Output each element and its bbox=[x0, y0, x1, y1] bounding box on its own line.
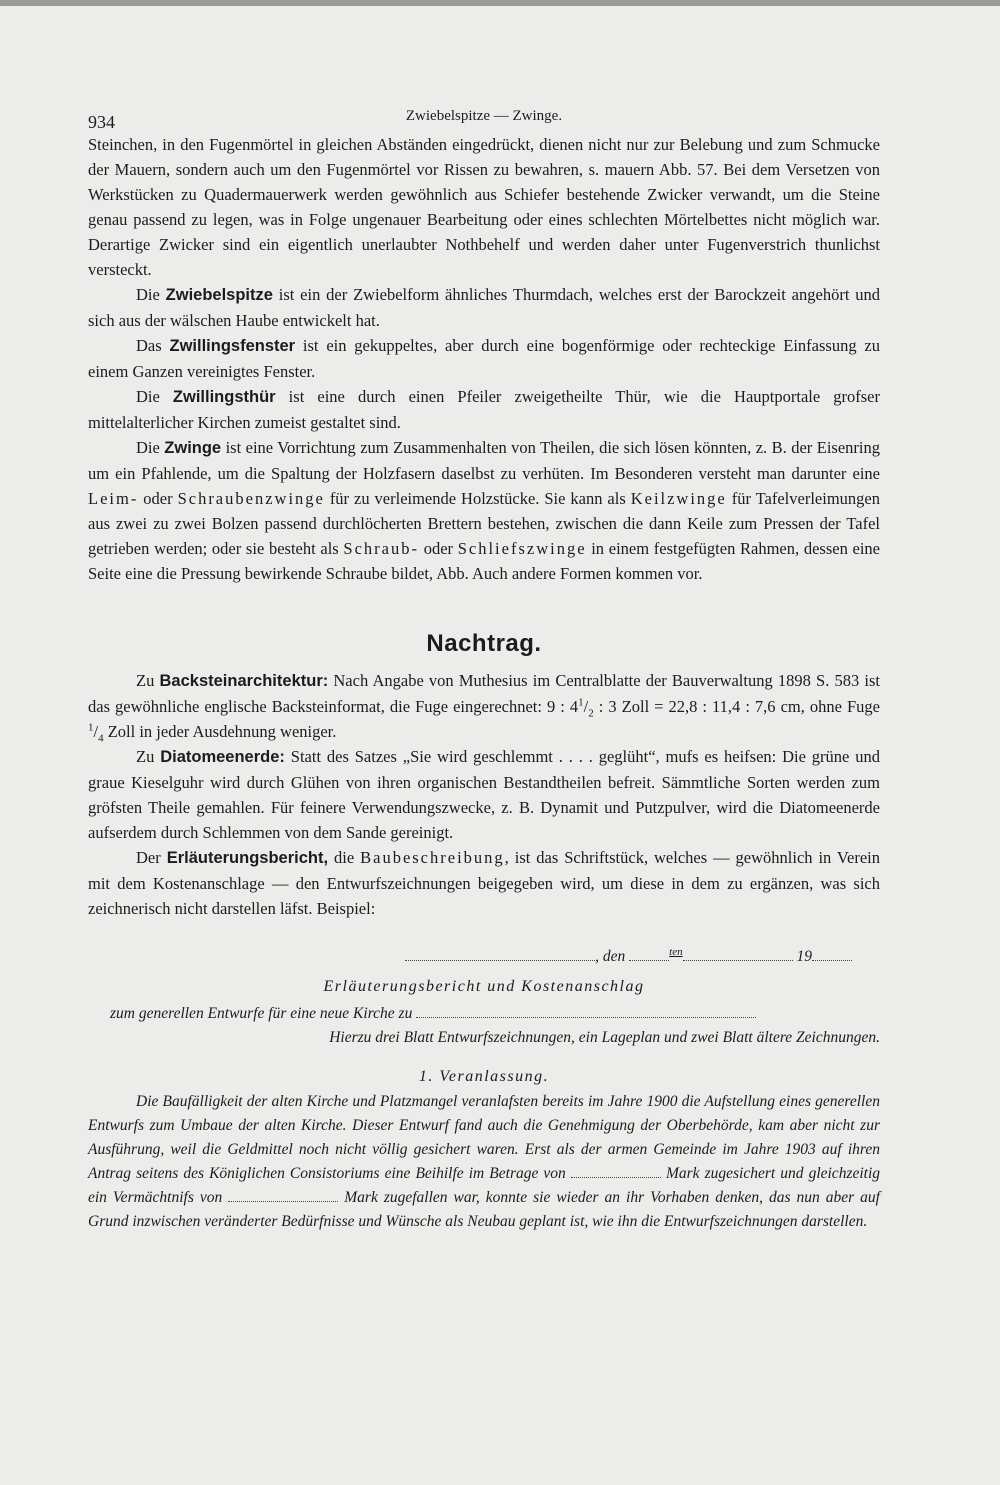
subsection-paragraph bbox=[88, 1090, 880, 1234]
entry-text: oder bbox=[419, 539, 458, 558]
blank-location bbox=[416, 1003, 756, 1018]
fraction-numerator: 1 bbox=[88, 721, 94, 734]
entry-text: in einem festgefügten Rahmen, dessen eine Seite eine die Pressung bewirkende Schraube bildet, Abb. Auch andere Formen kommen vor. bbox=[88, 539, 880, 583]
blank-month bbox=[683, 946, 793, 961]
entry-text: ist ein gekuppeltes, aber durch eine bogenförmige oder rechteckige Einfassung zu einem Ganzen vereinigtes Fenster. bbox=[88, 336, 880, 381]
addendum-diatomeenerde bbox=[88, 744, 880, 845]
entry-prefix: Die bbox=[136, 285, 166, 304]
entry-prefix: Das bbox=[136, 336, 170, 355]
entry-text: Zoll in jeder Ausdehnung weniger. bbox=[103, 722, 337, 741]
entry-text: ist ein der Zwiebelform ähnliches Thurmdach, welches erst der Barockzeit angehört und sich aus der wälschen Haube entwickelt hat. bbox=[88, 285, 880, 330]
addendum-erlaeuterungsbericht bbox=[88, 845, 880, 921]
entry-prefix: Der bbox=[136, 848, 167, 867]
subsection-text: Mark zugesichert und gleichzeitig ein Vermächtnifs von bbox=[88, 1165, 881, 1206]
entry-text: die bbox=[328, 848, 361, 867]
entry-zwiebelspitze bbox=[88, 282, 880, 333]
spaced-term: Leim- bbox=[88, 489, 139, 508]
form-date-line bbox=[88, 937, 880, 972]
page-number: 934 bbox=[88, 112, 115, 132]
form-year: 19 bbox=[796, 948, 812, 965]
spaced-term: Schraub- bbox=[343, 539, 419, 558]
section-title: Nachtrag. bbox=[426, 630, 542, 657]
entry-term: Backsteinarchitektur: bbox=[159, 672, 329, 690]
entry-text: für Tafelverleimungen aus zwei zu zwei Bolzen passend durchlöcherten Brettern bestehen, zwischen die dann Keile zum Pressen der Tafel getrieben werden; oder sie besteht als bbox=[88, 489, 880, 558]
blank-amount-2 bbox=[228, 1187, 338, 1202]
entry-term: Diatomeenerde: bbox=[160, 748, 285, 766]
form-line-1-text: zum generellen Entwurfe für eine neue Kirche zu bbox=[110, 1005, 413, 1022]
entry-prefix: Die bbox=[136, 387, 173, 406]
entry-text: , ist das Schriftstück, welches — gewöhnlich in Verein mit dem Kostenanschlage — den Entwurfszeichnungen beigegeben wird, um diese in dem zu ergänzen, was sich zeichnerisch nicht darstellen läfst. Beispiel: bbox=[88, 848, 880, 918]
fraction-denominator: 4 bbox=[98, 732, 104, 745]
entry-zwillingsthuer bbox=[88, 384, 880, 435]
spaced-term: Schraubenzwinge bbox=[177, 489, 325, 508]
entry-term: Zwiebelspitze bbox=[165, 286, 273, 304]
form-ten: ten bbox=[669, 946, 683, 958]
entry-term: Zwillingsthür bbox=[172, 388, 276, 406]
subsection-text: Mark zugefallen war, konnte sie wieder an ihr Vorhaben denken, das nun aber auf Grund inzwischen veränderter Bedürfnisse und Wünsche als Neubau geplant ist, wie ihn die Entwurfszeichnungen darstellen. bbox=[88, 1189, 880, 1230]
entry-text: ist eine Vorrichtung zum Zusammenhalten von Theilen, die sich lösen könnten, z. B. der Eisenring um ein Pfahlende, um die Spaltung der Holzfasern daselbst zu verhüten. Im Besonderen versteht man darunter eine bbox=[88, 438, 880, 483]
page-header bbox=[88, 100, 880, 132]
book-page bbox=[88, 100, 880, 1234]
entry-text: : 3 Zoll = 22,8 : 11,4 : 7,6 cm, ohne Fuge bbox=[593, 697, 880, 716]
entry-term: Erläuterungsbericht, bbox=[166, 849, 329, 867]
fraction-numerator: 1 bbox=[578, 696, 584, 709]
blank-amount-1 bbox=[571, 1163, 661, 1178]
subsection-text: Die Baufälligkeit der alten Kirche und Platzmangel veranlafsten bereits im Jahre 1900 die Aufstellung eines generellen Entwurfs zum Umbaue der alten Kirche. Dieser Entwurf fand auch die Genehmigung der Oberbehörde, kam aber nicht zur Ausführung, weil die Geldmittel noch nicht völlig gesichert waren. Erst als der armen Gemeinde im Jahre 1903 auf ihren Antrag seitens des Königlichen Consistoriums eine Beihilfe im Betrage von bbox=[88, 1093, 880, 1182]
entry-zwinge bbox=[88, 435, 880, 586]
form-den: , den bbox=[595, 948, 626, 965]
entry-text: für zu verleimende Holzstücke. Sie kann als bbox=[324, 489, 631, 508]
entry-term: Zwinge bbox=[164, 439, 222, 457]
entry-prefix: Zu bbox=[136, 671, 160, 690]
form-example bbox=[88, 937, 880, 1234]
fraction-denominator: 2 bbox=[588, 707, 594, 720]
entry-term: Zwillingsfenster bbox=[169, 337, 296, 355]
spaced-term: Baubeschreibung bbox=[360, 848, 505, 867]
fraction-slash: / bbox=[93, 722, 99, 741]
entry-prefix: Zu bbox=[136, 747, 161, 766]
spaced-term: Schliefszwinge bbox=[457, 539, 587, 558]
fraction-slash: / bbox=[583, 697, 589, 716]
paragraph-text: Steinchen, in den Fugenmörtel in gleichen Abständen eingedrückt, dienen nicht nur zur Belebung und zum Schmucke der Mauern, sondern auch um den Fugenmörtel vor Rissen zu bewahren, s. mauern Abb. 57. Bei dem Versetzen von Werkstücken zu Quadermauerwerk werden gewöhnlich aus Schiefer bestehende Zwicker verwandt, um die Steine genau passend zu legen, was in Folge ungenauer Bearbeitung oder eines schlechten Mörtelbettes nicht möglich war. Derartige Zwicker sind ein eigentlich unerlaubter Nothbehelf und werden daher unter Fugenverstrich thunlichst versteckt. bbox=[88, 135, 880, 279]
entry-zwillingsfenster bbox=[88, 333, 880, 384]
subsection-heading: 1. Veranlassung. bbox=[418, 1068, 550, 1085]
blank-year bbox=[812, 946, 852, 961]
form-line-2: Hierzu drei Blatt Entwurfszeichnungen, ein Lageplan und zwei Blatt ältere Zeichnungen. bbox=[329, 1029, 880, 1046]
scan-edge bbox=[0, 0, 1000, 6]
entry-prefix: Die bbox=[136, 438, 165, 457]
addendum-backsteinarchitektur bbox=[88, 668, 880, 744]
entry-text: Statt des Satzes „Sie wird geschlemmt . . . . geglüht“, mufs es heifsen: Die grüne und graue Kieselguhr wird durch Glühen von ihren organischen Bestandtheilen befreit. Sämmtliche Sorten werden zum gröfsten Theile gemahlen. Für feinere Verwendungszwecke, z. B. Dynamit und Putzpulver, wird die Diatomeenerde aufserdem durch Schlemmen von dem Sande gereinigt. bbox=[88, 747, 880, 842]
spaced-term: Keilzwinge bbox=[630, 489, 727, 508]
blank-place bbox=[405, 946, 595, 961]
blank-day bbox=[629, 946, 669, 961]
entry-text: ist eine durch einen Pfeiler zweigetheilte Thür, wie die Hauptportale grofser mittelalterlicher Kirchen zumeist gestaltet sind. bbox=[88, 387, 880, 432]
form-line-1 bbox=[88, 1002, 880, 1026]
entry-text: Nach Angabe von Muthesius im Centralblatte der Bauverwaltung 1898 S. 583 ist das gewöhnliche englische Backsteinformat, die Fuge eingerechnet: 9 : 4 bbox=[88, 671, 880, 716]
entry-text: oder bbox=[138, 489, 178, 508]
running-head: Zwiebelspitze — Zwinge. bbox=[405, 108, 563, 124]
form-title: Erläuterungsbericht und Kostenanschlag bbox=[323, 978, 645, 995]
paragraph-zwicker bbox=[88, 132, 880, 282]
